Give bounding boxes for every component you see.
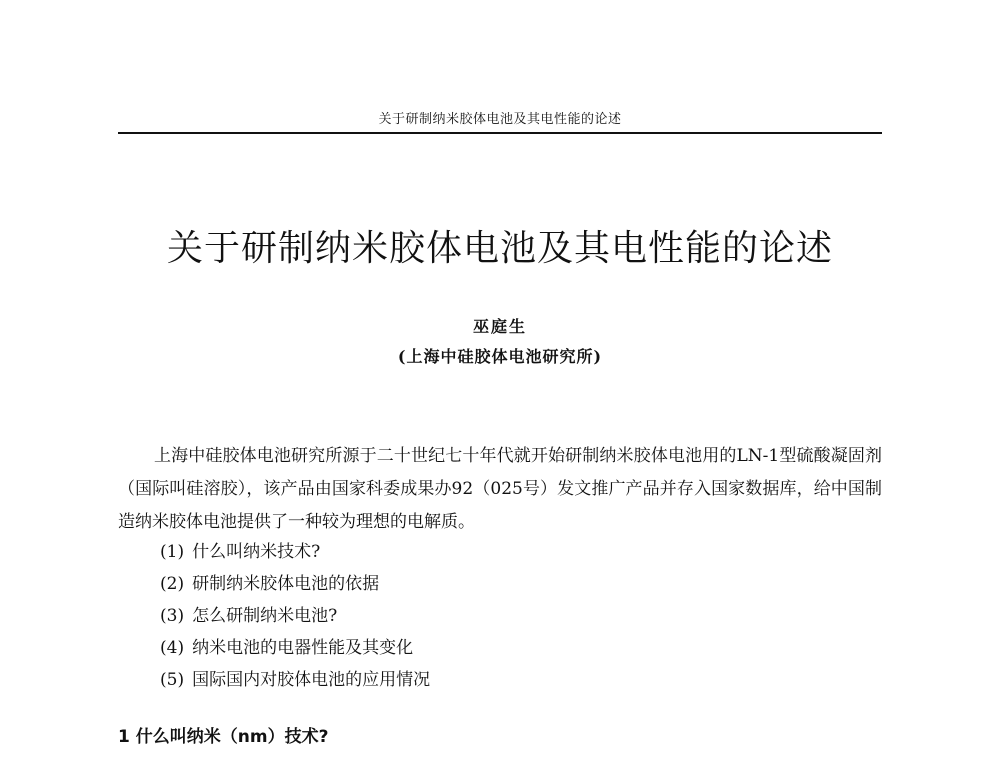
outline-item xyxy=(160,664,430,696)
outline-item xyxy=(160,536,430,568)
outline-item-text: 怎么研制纳米电池? xyxy=(192,606,338,626)
outline-item-text: 国际国内对胶体电池的应用情况 xyxy=(192,670,431,690)
paper-title: 关于研制纳米胶体电池及其电性能的论述 xyxy=(166,228,833,269)
outline-item-text: 研制纳米胶体电池的依据 xyxy=(192,574,380,594)
outline-list xyxy=(160,536,430,696)
outline-item-text: 什么叫纳米技术? xyxy=(192,542,321,562)
section-heading: 1 什么叫纳米（nm）技术? xyxy=(118,727,329,747)
outline-item-number: (4) xyxy=(160,638,185,658)
outline-item-number: (2) xyxy=(160,574,185,594)
outline-item xyxy=(160,632,430,664)
outline-item-number: (3) xyxy=(160,606,185,626)
outline-item xyxy=(160,600,430,632)
outline-item xyxy=(160,568,430,600)
header-rule xyxy=(118,132,882,134)
running-header: 关于研制纳米胶体电池及其电性能的论述 xyxy=(378,112,622,127)
intro-paragraph: 上海中硅胶体电池研究所源于二十世纪七十年代就开始研制纳米胶体电池用的LN-1型硫酸凝固剂（国际叫硅溶胶），该产品由国家科委成果办92（025号）发文推广产品并存入国家数据库，给中国制造纳米胶体电池提供了一种较为理想的电解质。 xyxy=(118,446,882,532)
outline-item-number: (5) xyxy=(160,670,185,690)
author: 巫庭生 xyxy=(472,317,527,336)
outline-item-text: 纳米电池的电器性能及其变化 xyxy=(192,638,414,658)
affiliation: (上海中硅胶体电池研究所) xyxy=(397,347,603,366)
outline-item-number: (1) xyxy=(160,542,185,562)
